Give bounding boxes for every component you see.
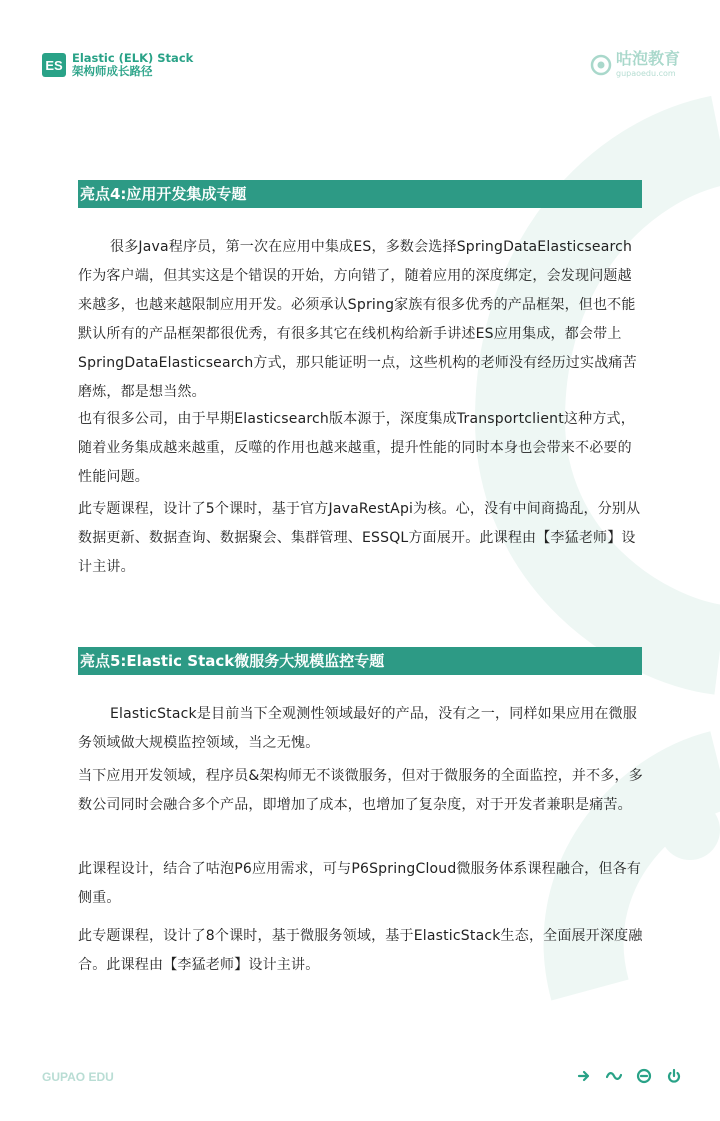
paragraph: 此专题课程，设计了5个课时，基于官方JavaRestApi为核。心，没有中间商捣乱，分别从数据更新、数据查询、数据聚会、集群管理、ESSQL方面展开。此课程由【李猛老师】设计主讲。 [78, 501, 641, 575]
section-heading: 亮点4:应用开发集成专题 [78, 180, 642, 208]
gupao-logo-icon [590, 54, 612, 76]
paragraph: 也有很多公司，由于早期Elasticsearch版本源于，深度集成Transportclient这种方式，随着业务集成越来越重，反噬的作用也越来越重，提升性能的同时本身也会带来不必要的性能问题。 [78, 411, 635, 485]
brand-url: gupaoedu.com [615, 69, 676, 78]
link-icon [636, 1068, 652, 1084]
header-subtitle: 架构师成长路径 [72, 64, 153, 78]
paragraph: 很多Java程序员，第一次在应用中集成ES，多数会选择SpringDataElasticsearch作为客户端，但其实这是个错误的开始，方向错了，随着应用的深度绑定，会发现问题越来越多，也越来越限制应用开发。必须承认Spring家族有很多优秀的产品框架，但也不能默认所有的产品框架都很优秀，有很多其它在线机构给新手讲述ES应用集成，都会带上SpringDataElasticsearch方式，那只能证明一点，这些机构的老师没有经历过实战痛苦磨炼，都是想当然。 [78, 239, 637, 400]
paragraph: 此课程设计，结合了咕泡P6应用需求，可与P6SpringCloud微服务体系课程融合，但各有侧重。 [78, 861, 642, 906]
section-heading: 亮点5:Elastic Stack微服务大规模监控专题 [78, 647, 642, 675]
paragraph: 此专题课程，设计了8个课时，基于微服务领域，基于ElasticStack生态，全面展开深度融合。此课程由【李猛老师】设计主讲。 [78, 928, 643, 973]
brand-logo [590, 50, 680, 80]
arrow-right-icon [576, 1068, 592, 1084]
header-logo [42, 52, 193, 78]
header-title: Elastic (ELK) Stack [72, 51, 194, 65]
power-icon [666, 1068, 682, 1084]
brand-name: 咕泡教育 [615, 49, 680, 68]
paragraph: 当下应用开发领域，程序员&架构师无不谈微服务，但对于微服务的全面监控，并不多，多数公司同时会融合多个产品，即增加了成本，也增加了复杂度，对于开发者兼职是痛苦。 [78, 768, 643, 813]
paragraph: ElasticStack是目前当下全观测性领域最好的产品，没有之一，同样如果应用在微服务领域做大规模监控领域，当之无愧。 [78, 706, 638, 751]
es-badge-icon: ES [42, 53, 66, 77]
wave-icon [606, 1068, 622, 1084]
footer-brand: GUPAO EDU [42, 1070, 114, 1084]
footer-icons [576, 1068, 682, 1084]
